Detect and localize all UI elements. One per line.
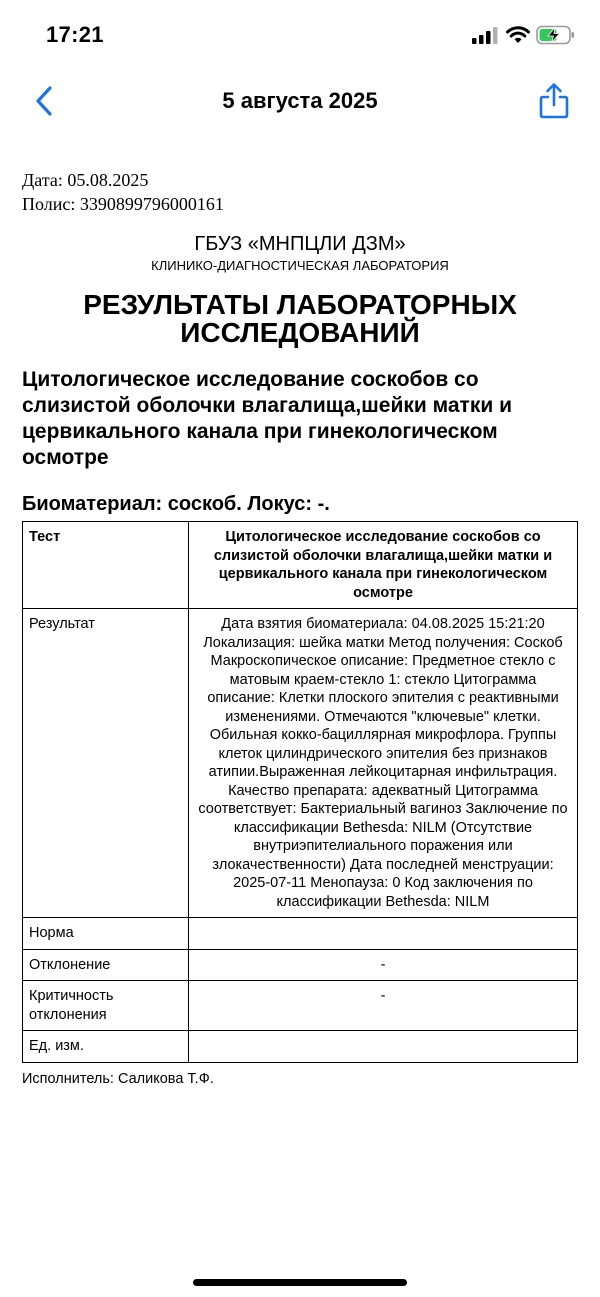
status-time: 17:21 <box>46 22 104 47</box>
study-title: Цитологическое исследование соскобов со слизистой оболочки влагалища,шейки матки и цервикального канала при гинекологическом осмотре <box>22 368 513 469</box>
table-row <box>23 981 578 1031</box>
table-row <box>23 918 578 950</box>
home-indicator[interactable] <box>193 1279 407 1286</box>
table-header-value: Цитологическое исследование соскобов со слизистой оболочки влагалища,шейки матки и цервикального канала при гинекологическом осмотре <box>189 522 578 609</box>
results-table <box>22 521 578 1063</box>
criticality-value: - <box>189 981 578 1031</box>
report-date: Дата: 05.08.2025 <box>22 170 149 190</box>
table-row <box>23 1031 578 1063</box>
unit-label: Ед. изм. <box>23 1031 189 1063</box>
deviation-label: Отклонение <box>23 949 189 981</box>
result-label: Результат <box>23 609 189 918</box>
organization-name: ГБУЗ «МНПЦЛИ ДЗМ» <box>194 233 406 255</box>
nav-title: 5 августа 2025 <box>222 88 378 113</box>
cellular-signal-icon <box>472 27 498 44</box>
performer: Исполнитель: Саликова Т.Ф. <box>22 1070 214 1087</box>
result-value: Дата взятия биоматериала: 04.08.2025 15:21:20 Локализация: шейка матки Метод получения: Соскоб Макроскопическое описание: Предметное стекло с матовым краем-стекло 1: стекло Цитограмма описание: Клетки плоского эпителия с реактивными изменениями. Отмечаются "ключевые" клетки. Обильная кокко-бациллярная микрофлора. Группы клеток цилиндрического эпителия без признаков атипии.Выраженная лейкоцитарная инфильтрация. Качество препарата: адекватный Цитограмма соответствует: Бактериальный вагиноз Заключение по классификации Bethesda: NILM (Отсутствие внутриэпителиального поражения или злокачественности) Дата последней менструации: 2025-07-11 Менопауза: 0 Код заключения по классификации Bethesda: NILM <box>189 609 578 918</box>
organization-department: КЛИНИКО-ДИАГНОСТИЧЕСКАЯ ЛАБОРАТОРИЯ <box>151 258 449 273</box>
biomaterial-line: Биоматериал: соскоб. Локус: -. <box>22 493 330 515</box>
share-icon[interactable] <box>538 82 570 120</box>
wifi-icon <box>505 24 531 44</box>
table-row <box>23 609 578 918</box>
unit-value <box>189 1031 578 1063</box>
deviation-value: - <box>189 949 578 981</box>
norm-label: Норма <box>23 918 189 950</box>
policy-number: Полис: 3390899796000161 <box>22 194 224 214</box>
report-heading: РЕЗУЛЬТАТЫ ЛАБОРАТОРНЫХ ИССЛЕДОВАНИЙ <box>83 289 517 348</box>
norm-value <box>189 918 578 950</box>
status-bar <box>0 0 600 70</box>
table-header-row <box>23 522 578 609</box>
criticality-label: Критичность отклонения <box>23 981 189 1031</box>
table-row <box>23 949 578 981</box>
table-header-label: Тест <box>23 522 189 609</box>
battery-charging-icon <box>536 25 576 45</box>
lab-report-document <box>22 168 578 1087</box>
